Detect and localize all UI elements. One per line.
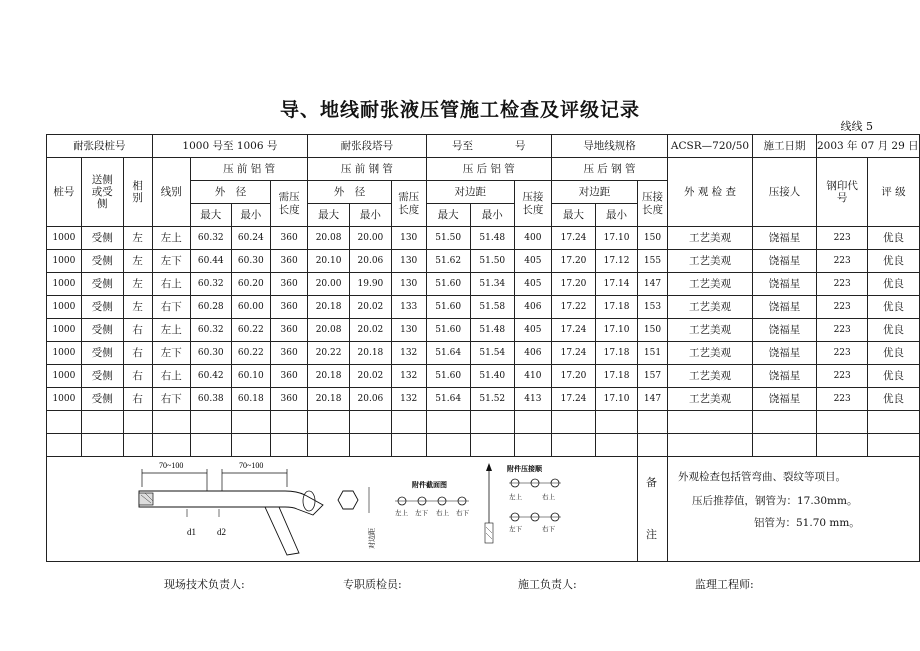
table-cell: 60.00 (231, 296, 270, 319)
table-cell: 60.38 (190, 388, 231, 411)
table-cell: 饶福星 (753, 227, 817, 250)
header-min: 最小 (231, 204, 270, 227)
arr-lu: 左上 (395, 510, 408, 517)
header-req-len-1: 需压长度 (271, 181, 308, 227)
table-cell: 406 (514, 296, 551, 319)
table-cell: 优良 (868, 342, 919, 365)
table-cell: 工艺美观 (668, 227, 753, 250)
header-steel-before: 压 前 钢 管 (308, 158, 426, 181)
table-cell: 饶福星 (753, 250, 817, 273)
table-cell: 20.02 (349, 296, 391, 319)
header-min: 最小 (596, 204, 638, 227)
inspection-table (46, 134, 920, 562)
note-line-3: 铝管为：51.70 mm。 (754, 517, 860, 529)
table-cell: 132 (391, 388, 426, 411)
diagram-cell (47, 457, 638, 562)
table-cell: 51.60 (426, 273, 470, 296)
notes-label-cell (638, 457, 668, 562)
table-cell: 20.02 (349, 319, 391, 342)
table-cell: 20.18 (308, 388, 350, 411)
table-cell: 51.48 (470, 227, 514, 250)
table-cell: 20.00 (349, 227, 391, 250)
header-max: 最大 (426, 204, 470, 227)
table-row (47, 342, 920, 365)
table-cell: 17.20 (551, 273, 595, 296)
table-cell: 360 (271, 365, 308, 388)
header-outer-dia-2: 外 径 (308, 181, 392, 204)
table-cell: 60.18 (231, 388, 270, 411)
table-cell: 饶福星 (753, 342, 817, 365)
seg-value: 1000 号至 1006 号 (152, 135, 308, 158)
table-cell: 左上 (152, 319, 190, 342)
tower-value: 号至 号 (426, 135, 551, 158)
page-title: 导、地线耐张液压管施工检查及评级记录 (279, 99, 640, 121)
table-cell: 优良 (868, 319, 919, 342)
header-opp-dist-1: 对边距 (426, 181, 514, 204)
header-min: 最小 (470, 204, 514, 227)
table-cell: 223 (817, 388, 868, 411)
notes-cell (668, 457, 920, 562)
table-cell: 工艺美观 (668, 296, 753, 319)
table-cell: 360 (271, 227, 308, 250)
table-cell: 20.10 (308, 250, 350, 273)
d2-label: d2 (217, 527, 226, 537)
table-cell: 60.30 (231, 250, 270, 273)
table-cell: 132 (391, 365, 426, 388)
table-cell: 17.18 (596, 365, 638, 388)
table-cell: 工艺美观 (668, 365, 753, 388)
table-cell: 左下 (152, 250, 190, 273)
footer-tech: 现场技术负责人: (164, 578, 245, 591)
table-cell: 右 (123, 365, 152, 388)
table-cell: 1000 (47, 319, 82, 342)
header-opp-dist-2: 对边距 (551, 181, 637, 204)
table-cell: 60.32 (190, 319, 231, 342)
table-cell: 1000 (47, 227, 82, 250)
dim-label-2: 70~100 (239, 461, 264, 470)
order-ld: 左下 (509, 526, 522, 533)
order-ru: 右上 (542, 494, 555, 501)
table-cell: 优良 (868, 273, 919, 296)
table-cell: 20.06 (349, 250, 391, 273)
table-cell: 17.18 (596, 342, 638, 365)
table-cell: 左 (123, 227, 152, 250)
table-cell: 130 (391, 227, 426, 250)
table-cell: 130 (391, 273, 426, 296)
table-cell: 工艺美观 (668, 342, 753, 365)
table-cell: 60.20 (231, 273, 270, 296)
table-cell: 右下 (152, 296, 190, 319)
table-cell: 130 (391, 319, 426, 342)
table-cell: 60.28 (190, 296, 231, 319)
table-cell: 60.22 (231, 342, 270, 365)
form-number: 线线 5 (840, 120, 873, 133)
table-cell: 20.08 (308, 319, 350, 342)
table-cell: 20.06 (349, 388, 391, 411)
table-cell: 右上 (152, 273, 190, 296)
table-cell: 左 (123, 296, 152, 319)
footer-supervisor: 监理工程师: (695, 578, 754, 591)
table-cell: 60.42 (190, 365, 231, 388)
table-cell: 51.34 (470, 273, 514, 296)
table-cell: 20.18 (308, 365, 350, 388)
arrangement-title-1: 附件截面图 (412, 481, 447, 489)
table-cell: 17.10 (596, 388, 638, 411)
table-cell: 左 (123, 250, 152, 273)
table-cell: 51.52 (470, 388, 514, 411)
table-cell: 51.54 (470, 342, 514, 365)
header-presser: 压接人 (753, 158, 817, 227)
table-cell: 19.90 (349, 273, 391, 296)
table-cell: 20.02 (349, 365, 391, 388)
arr-rd: 右下 (456, 510, 469, 517)
header-min: 最小 (349, 204, 391, 227)
table-row (47, 388, 920, 411)
header-al-after: 压 后 铝 管 (426, 158, 551, 181)
header-phase: 相别 (123, 158, 152, 227)
note-line-2: 压后推荐值，钢管为：17.30mm。 (692, 495, 858, 507)
table-cell: 1000 (47, 296, 82, 319)
table-cell: 51.60 (426, 296, 470, 319)
table-cell: 工艺美观 (668, 388, 753, 411)
table-cell: 17.22 (551, 296, 595, 319)
header-press-len-1: 压接长度 (514, 181, 551, 227)
order-rd: 右下 (542, 526, 555, 533)
table-cell: 413 (514, 388, 551, 411)
table-cell: 360 (271, 250, 308, 273)
header-pile: 桩号 (47, 158, 82, 227)
dim-label-1: 70~100 (159, 461, 184, 470)
table-cell: 150 (638, 227, 668, 250)
table-cell: 405 (514, 273, 551, 296)
table-cell: 17.24 (551, 227, 595, 250)
table-cell: 157 (638, 365, 668, 388)
table-cell: 147 (638, 273, 668, 296)
table-cell: 17.12 (596, 250, 638, 273)
table-cell: 20.00 (308, 273, 350, 296)
table-cell: 受侧 (81, 227, 123, 250)
table-cell: 60.32 (190, 227, 231, 250)
footer-construct: 施工负责人: (518, 578, 577, 591)
table-cell: 51.64 (426, 388, 470, 411)
header-side: 送侧或受侧 (81, 158, 123, 227)
header-stamp: 钢印代号 (817, 158, 868, 227)
table-cell: 17.10 (596, 319, 638, 342)
spec-label: 导地线规格 (551, 135, 667, 158)
table-cell: 受侧 (81, 250, 123, 273)
table-cell: 223 (817, 365, 868, 388)
table-cell: 51.50 (426, 227, 470, 250)
table-cell: 1000 (47, 388, 82, 411)
table-cell: 1000 (47, 250, 82, 273)
seg-label: 耐张段桩号 (47, 135, 153, 158)
header-max: 最大 (190, 204, 231, 227)
table-cell: 受侧 (81, 388, 123, 411)
table-cell: 360 (271, 388, 308, 411)
empty-row (47, 434, 920, 457)
table-cell: 223 (817, 319, 868, 342)
table-cell: 17.14 (596, 273, 638, 296)
table-cell: 360 (271, 342, 308, 365)
table-row (47, 250, 920, 273)
header-line: 线别 (152, 158, 190, 227)
tower-label: 耐张段塔号 (308, 135, 426, 158)
table-row (47, 227, 920, 250)
table-cell: 优良 (868, 227, 919, 250)
table-cell: 151 (638, 342, 668, 365)
spec-value: ACSR—720/50 (668, 135, 753, 158)
table-cell: 360 (271, 319, 308, 342)
table-cell: 51.62 (426, 250, 470, 273)
notes-label-top: 备 (646, 476, 657, 489)
table-cell: 工艺美观 (668, 273, 753, 296)
table-cell: 130 (391, 250, 426, 273)
table-row (47, 273, 920, 296)
footer-qc: 专职质检员: (343, 578, 402, 591)
table-cell: 左下 (152, 342, 190, 365)
table-cell: 60.32 (190, 273, 231, 296)
table-cell: 17.24 (551, 319, 595, 342)
table-cell: 17.20 (551, 365, 595, 388)
arrangement-title-2: 附件压接顺 (507, 465, 542, 473)
date-value: 2003 年 07 月 29 日 (817, 135, 920, 158)
header-appearance: 外 观 检 查 (668, 158, 753, 227)
table-cell: 受侧 (81, 273, 123, 296)
table-cell: 右上 (152, 365, 190, 388)
table-cell: 17.18 (596, 296, 638, 319)
table-cell: 133 (391, 296, 426, 319)
table-cell: 1000 (47, 342, 82, 365)
table-cell: 1000 (47, 365, 82, 388)
notes-label-bottom: 注 (646, 528, 657, 541)
table-cell: 受侧 (81, 296, 123, 319)
table-cell: 左上 (152, 227, 190, 250)
table-cell: 405 (514, 319, 551, 342)
table-cell: 优良 (868, 296, 919, 319)
table-cell: 饶福星 (753, 273, 817, 296)
table-cell: 155 (638, 250, 668, 273)
table-cell: 60.10 (231, 365, 270, 388)
table-cell: 223 (817, 273, 868, 296)
table-cell: 20.22 (308, 342, 350, 365)
table-cell: 51.48 (470, 319, 514, 342)
table-cell: 223 (817, 227, 868, 250)
table-row (47, 319, 920, 342)
arr-ru: 右上 (436, 510, 449, 517)
table-cell: 优良 (868, 388, 919, 411)
table-cell: 147 (638, 388, 668, 411)
note-line-1: 外观检查包括管弯曲、裂纹等项目。 (678, 471, 846, 483)
table-cell: 饶福星 (753, 388, 817, 411)
table-cell: 右 (123, 388, 152, 411)
header-press-len-2: 压接长度 (638, 181, 668, 227)
arrow-up-icon (486, 463, 492, 471)
table-cell: 20.18 (349, 342, 391, 365)
table-cell: 工艺美观 (668, 319, 753, 342)
table-cell: 223 (817, 342, 868, 365)
table-cell: 51.50 (470, 250, 514, 273)
table-cell: 17.20 (551, 250, 595, 273)
table-cell: 60.24 (231, 227, 270, 250)
table-cell: 60.44 (190, 250, 231, 273)
arr-ld: 左下 (415, 510, 428, 517)
header-max: 最大 (308, 204, 350, 227)
press-tube-diagram (47, 457, 637, 561)
table-cell: 左 (123, 273, 152, 296)
table-cell: 受侧 (81, 319, 123, 342)
table-cell: 右 (123, 319, 152, 342)
table-cell: 右 (123, 342, 152, 365)
table-cell: 360 (271, 296, 308, 319)
header-max: 最大 (551, 204, 595, 227)
table-cell: 20.18 (308, 296, 350, 319)
table-cell: 20.08 (308, 227, 350, 250)
table-cell: 1000 (47, 273, 82, 296)
table-cell: 153 (638, 296, 668, 319)
table-cell: 150 (638, 319, 668, 342)
table-cell: 405 (514, 250, 551, 273)
table-cell: 360 (271, 273, 308, 296)
date-label: 施工日期 (753, 135, 817, 158)
header-outer-dia-1: 外 径 (190, 181, 270, 204)
table-cell: 51.60 (426, 319, 470, 342)
table-cell: 410 (514, 365, 551, 388)
table-row (47, 296, 920, 319)
opp-dist-label: 对边距 (368, 528, 376, 549)
table-cell: 223 (817, 250, 868, 273)
table-cell: 优良 (868, 365, 919, 388)
table-cell: 受侧 (81, 365, 123, 388)
header-al-before: 压 前 铝 管 (190, 158, 307, 181)
table-cell: 工艺美观 (668, 250, 753, 273)
header-grade: 评 级 (868, 158, 919, 227)
table-cell: 17.24 (551, 342, 595, 365)
table-cell: 400 (514, 227, 551, 250)
table-cell: 223 (817, 296, 868, 319)
table-cell: 饶福星 (753, 296, 817, 319)
table-cell: 132 (391, 342, 426, 365)
table-cell: 60.30 (190, 342, 231, 365)
empty-row (47, 411, 920, 434)
table-cell: 右下 (152, 388, 190, 411)
table-cell: 406 (514, 342, 551, 365)
header-steel-after: 压 后 钢 管 (551, 158, 667, 181)
table-cell: 51.64 (426, 342, 470, 365)
table-cell: 优良 (868, 250, 919, 273)
table-cell: 饶福星 (753, 319, 817, 342)
table-cell: 饶福星 (753, 365, 817, 388)
table-cell: 51.58 (470, 296, 514, 319)
table-cell: 51.60 (426, 365, 470, 388)
order-lu: 左上 (509, 494, 522, 501)
header-req-len-2: 需压长度 (391, 181, 426, 227)
d1-label: d1 (187, 527, 196, 537)
hexagon-section-icon (338, 491, 358, 509)
table-cell: 17.10 (596, 227, 638, 250)
table-cell: 51.40 (470, 365, 514, 388)
table-row (47, 365, 920, 388)
table-cell: 17.24 (551, 388, 595, 411)
table-cell: 60.22 (231, 319, 270, 342)
table-cell: 受侧 (81, 342, 123, 365)
